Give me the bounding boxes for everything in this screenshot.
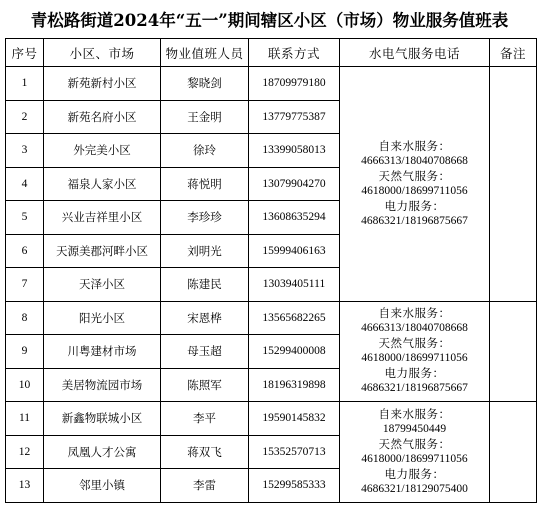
community-name: 川粤建材市场 [44, 335, 161, 369]
community-name: 天源美郡河畔小区 [44, 234, 161, 268]
community-name: 凤凰人才公寓 [44, 435, 161, 469]
header-utility-phone: 水电气服务电话 [340, 39, 490, 67]
contact-phone: 13399058013 [249, 134, 340, 168]
community-name: 新苑新村小区 [44, 67, 161, 101]
power-service-label: 电力服务： [384, 466, 445, 481]
table-row [6, 67, 537, 101]
water-service-label: 自来水服务： [378, 138, 451, 153]
duty-staff: 陈建民 [161, 268, 249, 302]
duty-staff: 母玉超 [161, 335, 249, 369]
community-name: 邻里小镇 [44, 469, 161, 503]
row-number: 6 [6, 234, 44, 268]
contact-phone: 15299585333 [249, 469, 340, 503]
duty-staff: 蒋悦明 [161, 167, 249, 201]
row-number: 12 [6, 435, 44, 469]
remarks-cell [490, 402, 537, 503]
duty-staff: 徐玲 [161, 134, 249, 168]
row-number: 4 [6, 167, 44, 201]
water-service-number: 18799450449 [382, 422, 447, 435]
power-service-number: 4686321/18129075400 [361, 482, 468, 495]
duty-staff: 刘明光 [161, 234, 249, 268]
contact-phone: 18196319898 [249, 368, 340, 402]
remarks-cell [490, 67, 537, 302]
community-name: 福泉人家小区 [44, 167, 161, 201]
contact-phone: 13565682265 [249, 301, 340, 335]
row-number: 8 [6, 301, 44, 335]
contact-phone: 13608635294 [249, 201, 340, 235]
power-service-label: 电力服务： [384, 198, 445, 213]
gas-service-number: 4618000/18699711056 [361, 352, 468, 365]
power-service-number: 4686321/18196875667 [361, 214, 468, 227]
header-no: 序号 [6, 39, 44, 67]
duty-staff: 蒋双飞 [161, 435, 249, 469]
community-name: 外完美小区 [44, 134, 161, 168]
contact-phone: 18709979180 [249, 67, 340, 101]
page-title: 青松路街道2024年“五一”期间辖区小区（市场）物业服务值班表 [30, 11, 509, 30]
utility-service-group-1 [340, 67, 490, 302]
contact-phone: 15352570713 [249, 435, 340, 469]
contact-phone: 13079904270 [249, 167, 340, 201]
row-number: 3 [6, 134, 44, 168]
gas-service-label: 天然气服务： [378, 436, 451, 451]
gas-service-label: 天然气服务： [378, 336, 451, 351]
header-row [6, 39, 537, 67]
power-service-label: 电力服务： [384, 366, 445, 381]
water-service-number: 4666313/18040708668 [361, 154, 468, 167]
duty-staff: 黎晓剑 [161, 67, 249, 101]
power-service-number: 4686321/18196875667 [361, 382, 468, 395]
water-service-label: 自来水服务： [378, 306, 451, 321]
contact-phone: 15299400008 [249, 335, 340, 369]
utility-service-group-3 [340, 402, 490, 503]
row-number: 11 [6, 402, 44, 436]
water-service-label: 自来水服务： [378, 406, 451, 421]
duty-staff: 宋恩桦 [161, 301, 249, 335]
duty-staff: 李雷 [161, 469, 249, 503]
gas-service-number: 4618000/18699711056 [361, 452, 468, 465]
community-name: 兴业吉祥里小区 [44, 201, 161, 235]
utility-service-group-2 [340, 301, 490, 402]
gas-service-label: 天然气服务： [378, 168, 451, 183]
contact-phone: 13779775387 [249, 100, 340, 134]
community-name: 阳光小区 [44, 301, 161, 335]
contact-phone: 13039405111 [249, 268, 340, 302]
duty-staff: 陈照军 [161, 368, 249, 402]
row-number: 1 [6, 67, 44, 101]
table-row [6, 301, 537, 335]
water-service-number: 4666313/18040708668 [361, 322, 468, 335]
community-name: 新鑫物联城小区 [44, 402, 161, 436]
header-remarks: 备注 [490, 39, 537, 67]
duty-staff: 李珍珍 [161, 201, 249, 235]
duty-staff: 王金明 [161, 100, 249, 134]
community-name: 天泽小区 [44, 268, 161, 302]
contact-phone: 15999406163 [249, 234, 340, 268]
row-number: 2 [6, 100, 44, 134]
contact-phone: 19590145832 [249, 402, 340, 436]
header-staff: 物业值班人员 [161, 39, 249, 67]
community-name: 新苑名府小区 [44, 100, 161, 134]
row-number: 10 [6, 368, 44, 402]
gas-service-number: 4618000/18699711056 [361, 184, 468, 197]
community-name: 美居物流园市场 [44, 368, 161, 402]
duty-staff: 李平 [161, 402, 249, 436]
header-community: 小区、市场 [44, 39, 161, 67]
row-number: 7 [6, 268, 44, 302]
row-number: 13 [6, 469, 44, 503]
header-contact: 联系方式 [249, 39, 340, 67]
remarks-cell [490, 301, 537, 402]
duty-table [5, 38, 537, 503]
row-number: 5 [6, 201, 44, 235]
row-number: 9 [6, 335, 44, 369]
table-row [6, 402, 537, 436]
